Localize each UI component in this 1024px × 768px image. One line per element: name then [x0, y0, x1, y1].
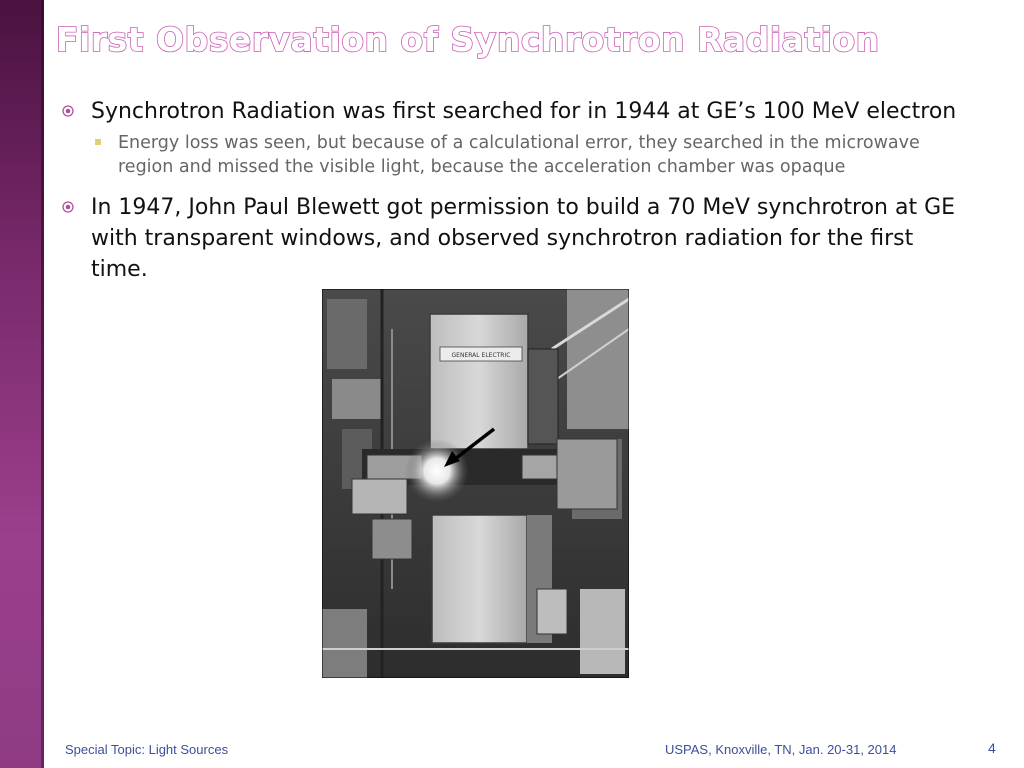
footer-event: USPAS, Knoxville, TN, Jan. 20-31, 2014	[665, 742, 897, 757]
footer-topic: Special Topic: Light Sources	[65, 742, 229, 757]
square-bullet-icon	[95, 139, 101, 145]
sub-bullet-text: Energy loss was seen, but because of a calculational error, they searched in the microwave region and missed the visible light, because the acceleration chamber was opaque	[118, 133, 920, 177]
bullet-list	[60, 96, 960, 285]
bullet-text: In 1947, John Paul Blewett got permission to build a 70 MeV synchrotron at GE with transparent windows, and observed synchrotron radiation for the first time.	[91, 195, 956, 282]
circle-bullet-icon	[62, 201, 74, 213]
circle-bullet-icon	[62, 105, 74, 117]
photo-label: GENERAL ELECTRIC	[451, 352, 511, 359]
slide-title: First Observation of Synchrotron Radiation	[56, 20, 880, 59]
sub-bullet-item	[118, 131, 960, 179]
bullet-item	[60, 192, 960, 285]
synchrotron-photo	[322, 289, 629, 678]
bullet-item	[60, 96, 960, 127]
page-number: 4	[988, 740, 996, 756]
decorative-side-bar	[0, 0, 44, 768]
bullet-text: Synchrotron Radiation was first searched for in 1944 at GE’s 100 MeV electron	[91, 99, 957, 124]
